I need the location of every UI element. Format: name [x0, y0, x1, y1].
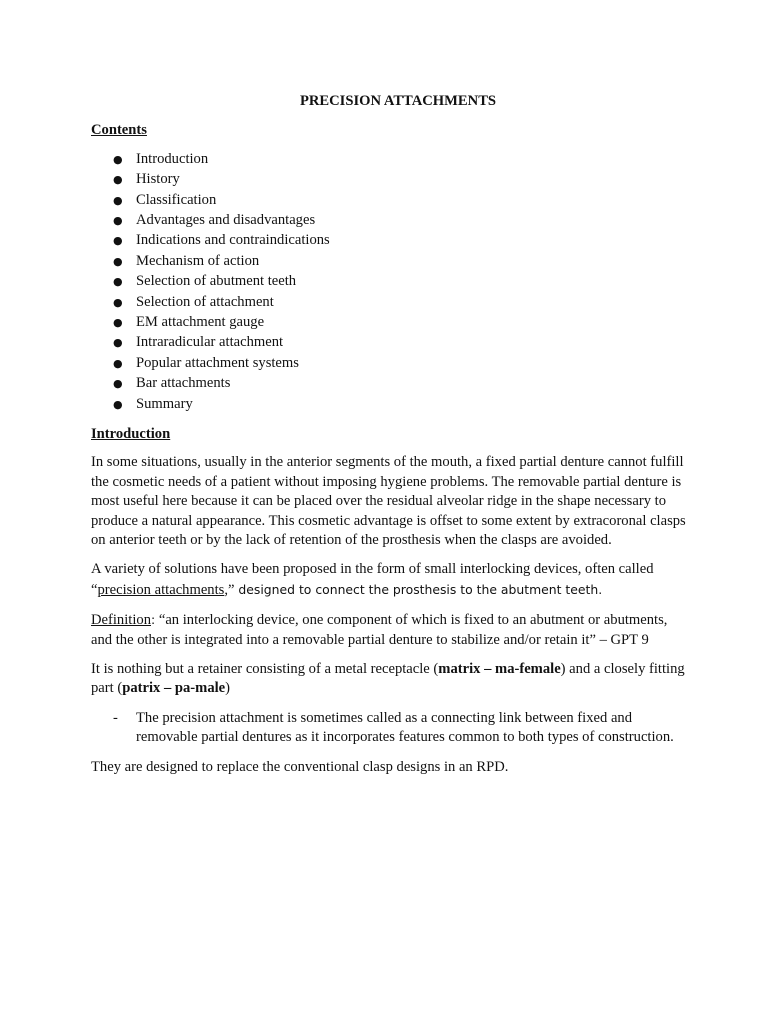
- contents-item: [91, 231, 691, 251]
- contents-item-label: Introduction: [136, 150, 209, 167]
- bullet-icon: ●: [113, 315, 123, 329]
- bullet-icon: ●: [113, 275, 123, 289]
- bullet-icon: ●: [113, 397, 123, 411]
- contents-item-label: Indications and contraindications: [136, 232, 330, 249]
- contents-item: [91, 211, 691, 231]
- precision-attachments-term: precision attachments: [97, 581, 225, 598]
- document-page: [91, 92, 691, 787]
- contents-item: [91, 354, 691, 374]
- contents-item: [91, 293, 691, 313]
- bullet-icon: ●: [113, 377, 123, 391]
- bullet-icon: ●: [113, 173, 123, 187]
- paragraph-tail: designed to connect the prosthesis to the abutment teeth.: [234, 581, 603, 597]
- introduction-heading: Introduction: [91, 425, 171, 442]
- definition-text: “an interlocking device, one component of which is fixed to an abutment or abutments, and the other is integrated into a removable partial denture to stabilize and/or retain it” – GPT 9: [91, 612, 668, 648]
- contents-item-label: History: [136, 171, 180, 188]
- closing-paragraph: They are designed to replace the conventional clasp designs in an RPD.: [91, 758, 509, 775]
- matrix-patrix-paragraph: [91, 660, 691, 699]
- contents-item: [91, 252, 691, 272]
- matrix-text-2: ) and a closely fitting part (: [91, 660, 685, 697]
- document-title: PRECISION ATTACHMENTS: [299, 93, 497, 109]
- paragraph-lead: A variety of solutions have been proposed in the form of small interlocking devices, often called: [91, 561, 654, 578]
- contents-heading: Contents: [91, 122, 147, 139]
- contents-item: [91, 333, 691, 353]
- contents-item: [91, 374, 691, 394]
- definition-label: Definition: [91, 612, 151, 629]
- contents-item-label: Classification: [136, 191, 217, 208]
- contents-item-label: Intraradicular attachment: [136, 334, 284, 351]
- bullet-icon: ●: [113, 234, 123, 248]
- contents-item-label: Popular attachment systems: [136, 354, 299, 371]
- dash-item-text: The precision attachment is sometimes called as a connecting link between fixed and removable partial dentures as it incorporates features common to both types of construction.: [136, 709, 674, 746]
- bullet-icon: ●: [113, 152, 123, 166]
- contents-item-label: Bar attachments: [136, 375, 231, 392]
- dash-list-item: [91, 709, 691, 748]
- contents-item-label: Selection of abutment teeth: [136, 273, 297, 290]
- precision-attachments-paragraph: [91, 560, 691, 600]
- open-quote: “: [91, 581, 98, 598]
- contents-item-label: Summary: [136, 395, 193, 412]
- contents-item-label: Advantages and disadvantages: [136, 211, 316, 228]
- contents-list: [91, 150, 691, 415]
- matrix-term: matrix – ma-female: [438, 660, 561, 677]
- definition-colon: :: [151, 612, 156, 628]
- contents-item: [91, 191, 691, 211]
- bullet-icon: ●: [113, 213, 123, 227]
- bullet-icon: ●: [113, 295, 123, 309]
- patrix-term: patrix – pa-male: [122, 680, 226, 697]
- contents-item-label: Mechanism of action: [136, 252, 260, 269]
- contents-item: [91, 395, 691, 415]
- bullet-icon: ●: [113, 193, 123, 207]
- definition-paragraph: [91, 610, 691, 650]
- close-quote: ,”: [224, 581, 235, 598]
- dash-marker: -: [113, 709, 118, 726]
- bullet-icon: ●: [113, 356, 123, 370]
- contents-item-label: Selection of attachment: [136, 293, 274, 310]
- contents-item: [91, 170, 691, 190]
- introduction-paragraph: In some situations, usually in the anterior segments of the mouth, a fixed partial denture cannot fulfill the cosmetic needs of a patient without imposing hygiene problems. The removable partial denture is most useful here because it can be placed over the residual alveolar ridge in the shape necessary to produce a natural appearance. This cosmetic advantage is offset to some extent by extracoronal clasps on anterior teeth or by the lack of retention of the prosthesis when the clasps are avoided.: [91, 454, 686, 548]
- matrix-text-1: It is nothing but a retainer consisting of a metal receptacle (: [91, 660, 439, 677]
- contents-item: [91, 313, 691, 333]
- contents-item-label: EM attachment gauge: [136, 313, 265, 330]
- bullet-icon: ●: [113, 254, 123, 268]
- bullet-icon: ●: [113, 336, 123, 350]
- matrix-text-3: ): [225, 680, 231, 697]
- contents-item: [91, 272, 691, 292]
- contents-item: [91, 150, 691, 170]
